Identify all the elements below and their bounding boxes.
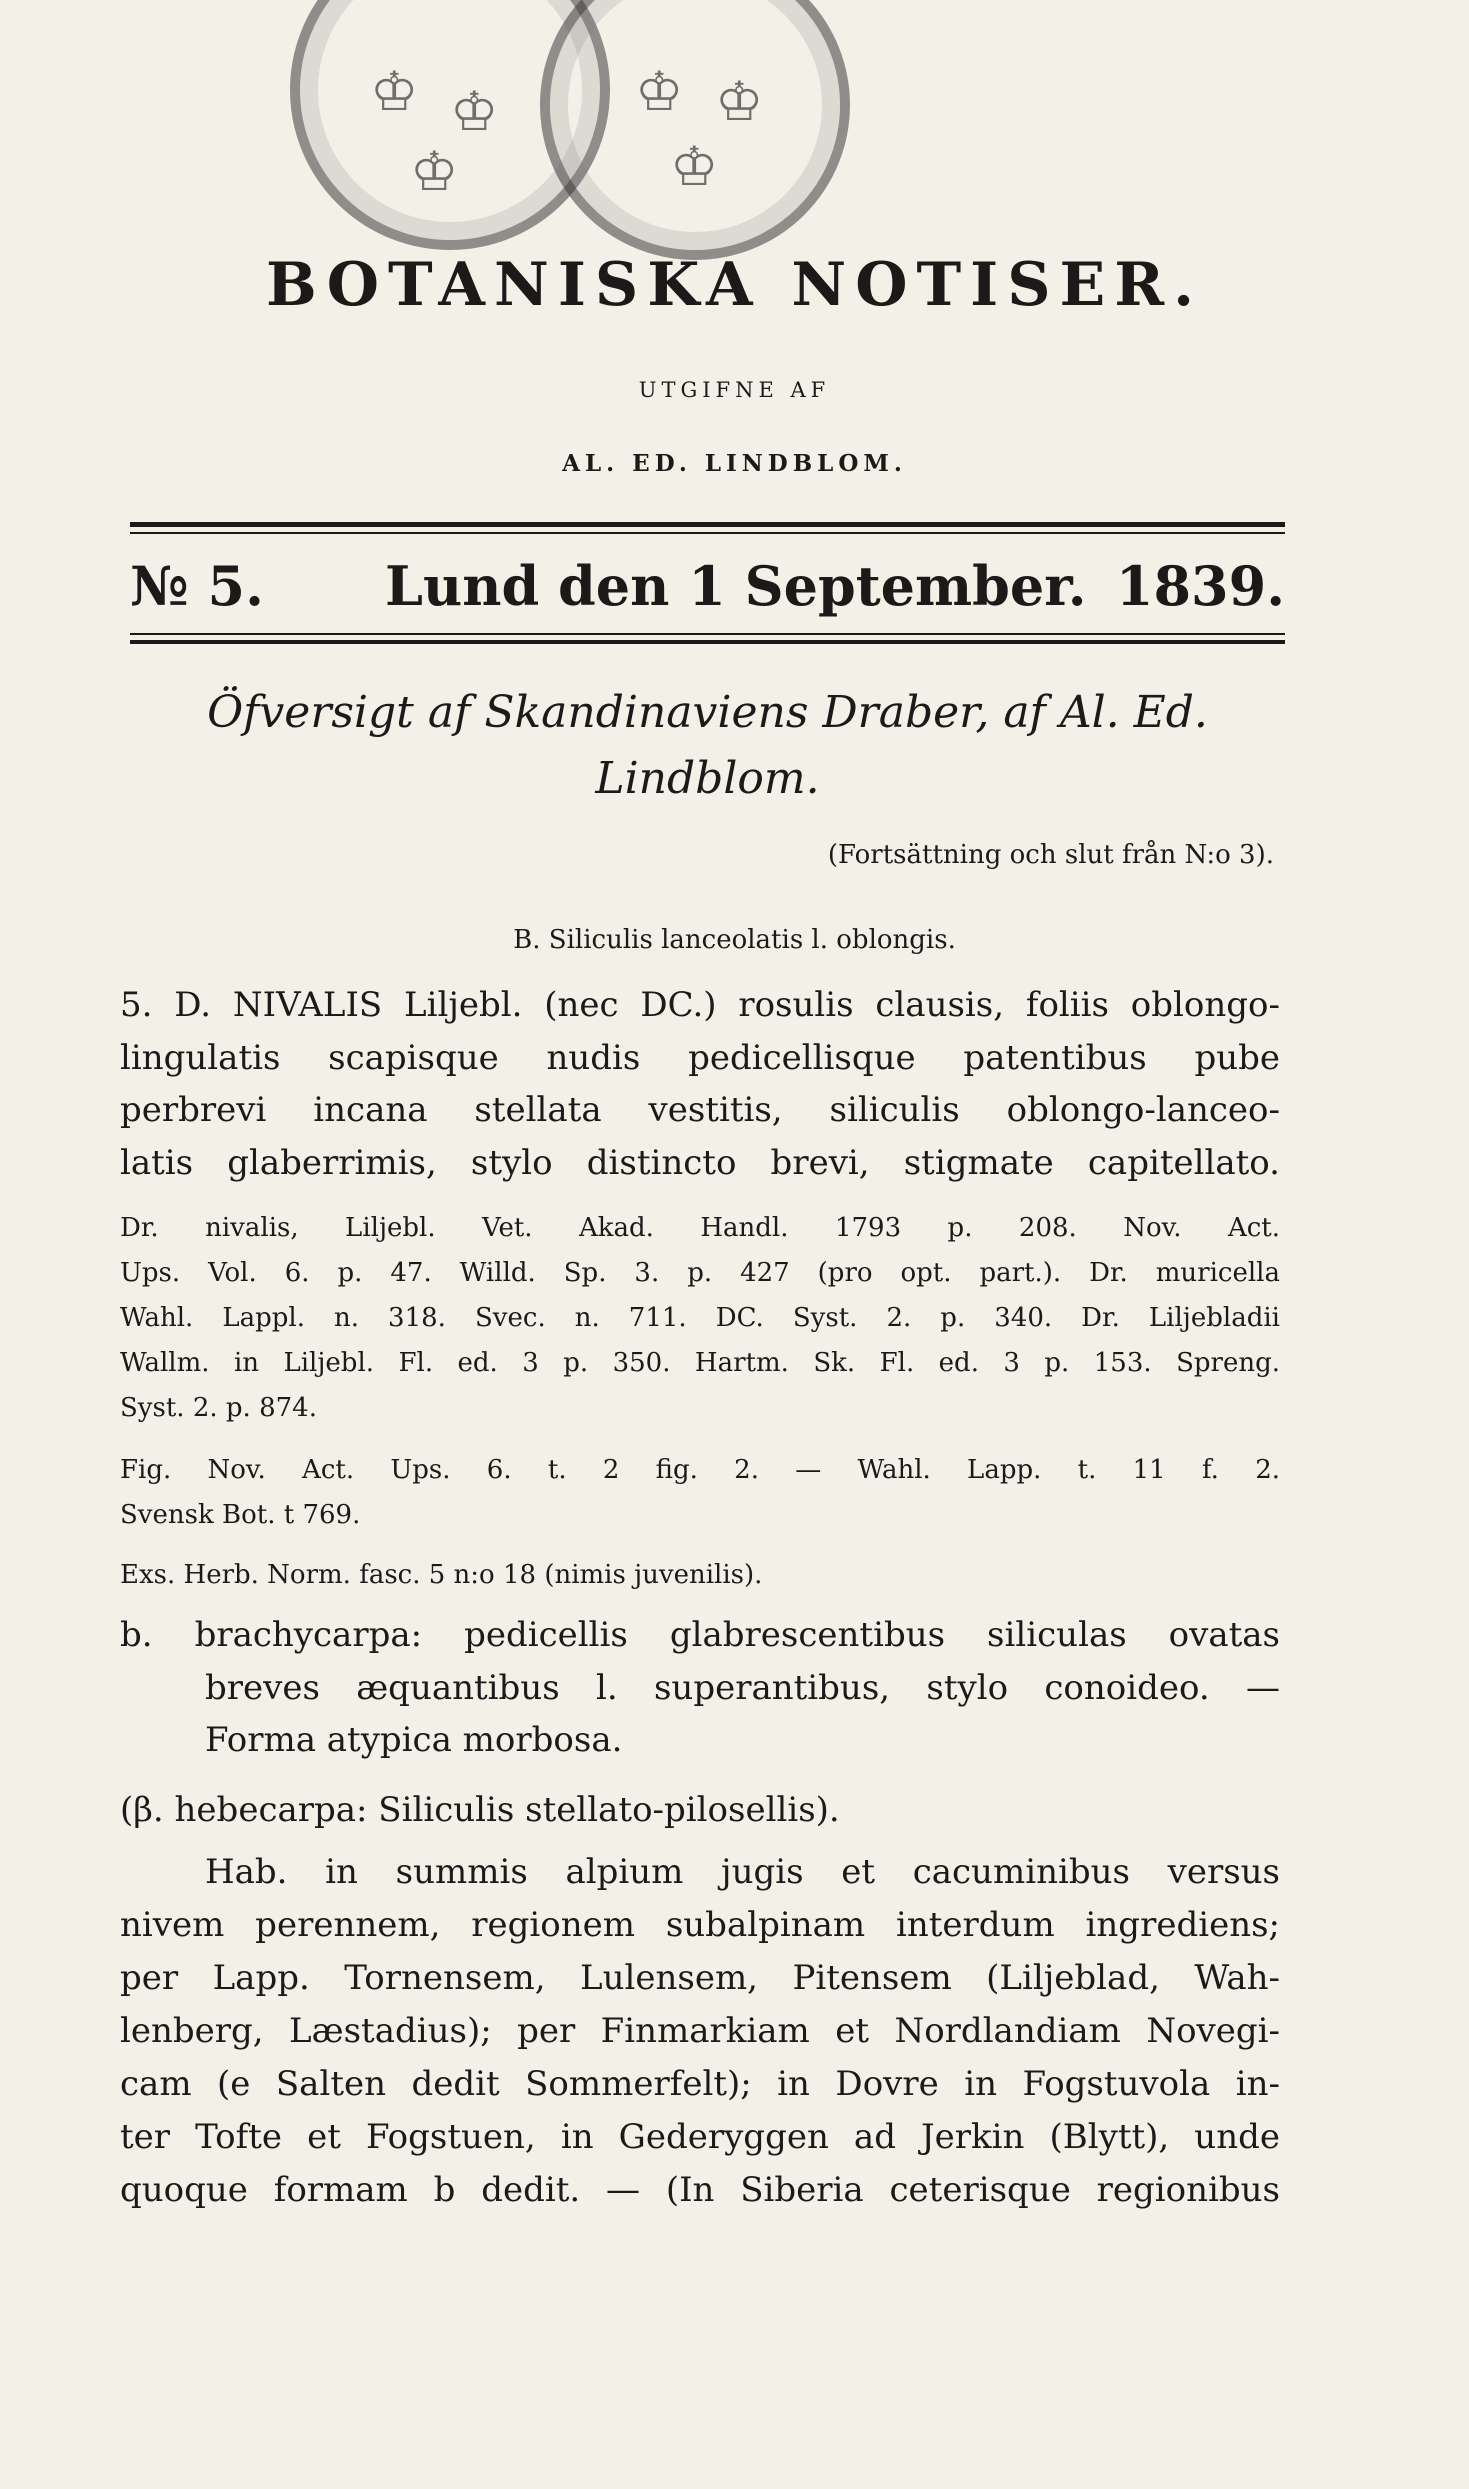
text-line: breves æquantibus l. superantibus, stylo conoideo. — bbox=[205, 1668, 1280, 1708]
stamp-right bbox=[540, 0, 850, 260]
crown-icon: ♔ bbox=[670, 135, 719, 198]
section-heading: B. Siliculis lanceolatis l. oblongis. bbox=[513, 925, 956, 955]
text-line: quoque formam b dedit. — (In Siberia ceterisque regionibus bbox=[120, 2170, 1280, 2210]
journal-title: BOTANISKA NOTISER. bbox=[265, 250, 1204, 320]
article-title-line: Lindblom. bbox=[595, 753, 820, 804]
text-line: per Lapp. Tornensem, Lulensem, Pitensem (Liljeblad, Wah- bbox=[120, 1958, 1280, 1998]
text-line: Dr. nivalis, Liljebl. Vet. Akad. Handl. 1793 p. 208. Nov. Act. bbox=[120, 1213, 1280, 1243]
divider bbox=[130, 640, 1285, 644]
editor-line-1: UTGIFNE AF bbox=[638, 378, 831, 402]
text-line: 5. D. NIVALIS Liljebl. (nec DC.) rosulis clausis, foliis oblongo- bbox=[120, 985, 1280, 1025]
text-line: Svensk Bot. t 769. bbox=[120, 1500, 361, 1530]
article-title bbox=[120, 680, 1295, 812]
text-line: (β. hebecarpa: Siliculis stellato-pilosellis). bbox=[120, 1790, 840, 1830]
text-line: nivem perennem, regionem subalpinam interdum ingrediens; bbox=[120, 1905, 1280, 1945]
crown-icon: ♔ bbox=[635, 60, 684, 123]
library-stamps bbox=[290, 0, 880, 270]
divider bbox=[130, 633, 1285, 635]
text-line: Wallm. in Liljebl. Fl. ed. 3 p. 350. Hartm. Sk. Fl. ed. 3 p. 153. Spreng. bbox=[120, 1348, 1280, 1378]
text-line: Syst. 2. p. 874. bbox=[120, 1393, 317, 1423]
text-line: cam (e Salten dedit Sommerfelt); in Dovre in Fogstuvola in- bbox=[120, 2064, 1280, 2104]
text-line: perbrevi incana stellata vestitis, siliculis oblongo-lanceo- bbox=[120, 1090, 1280, 1130]
issue-line bbox=[130, 548, 1285, 618]
text-line: Hab. in summis alpium jugis et cacuminibus versus bbox=[205, 1852, 1280, 1892]
crown-icon: ♔ bbox=[715, 70, 764, 133]
article-title-line: Öfversigt af Skandinaviens Draber, af Al. Ed. bbox=[207, 687, 1208, 738]
text-line: lenberg, Læstadius); per Finmarkiam et Nordlandiam Novegi- bbox=[120, 2011, 1280, 2051]
editor-line-2: AL. ED. LINDBLOM. bbox=[562, 450, 907, 477]
crown-icon: ♔ bbox=[450, 80, 499, 143]
text-line: Exs. Herb. Norm. fasc. 5 n:o 18 (nimis juvenilis). bbox=[120, 1560, 763, 1590]
continuation-note: (Fortsättning och slut från N:o 3). bbox=[827, 840, 1274, 870]
text-line: Ups. Vol. 6. p. 47. Willd. Sp. 3. p. 427 (pro opt. part.). Dr. muricella bbox=[120, 1258, 1280, 1288]
crown-icon: ♔ bbox=[370, 60, 419, 123]
issue-year: 1839. bbox=[1115, 554, 1285, 618]
text-line: b. brachycarpa: pedicellis glabrescentibus siliculas ovatas bbox=[120, 1615, 1280, 1655]
text-line: latis glaberrimis, stylo distincto brevi, stigmate capitellato. bbox=[120, 1143, 1280, 1183]
issue-place-date: Lund den 1 September. bbox=[385, 554, 1087, 618]
text-line: ter Tofte et Fogstuen, in Gederyggen ad Jerkin (Blytt), unde bbox=[120, 2117, 1280, 2157]
text-line: Forma atypica morbosa. bbox=[205, 1720, 623, 1760]
crown-icon: ♔ bbox=[410, 140, 459, 203]
text-line: Wahl. Lappl. n. 318. Svec. n. 711. DC. Syst. 2. p. 340. Dr. Liljebladii bbox=[120, 1303, 1280, 1333]
divider bbox=[130, 522, 1285, 527]
text-line: Fig. Nov. Act. Ups. 6. t. 2 fig. 2. — Wahl. Lapp. t. 11 f. 2. bbox=[120, 1455, 1280, 1485]
issue-number: № 5. bbox=[130, 554, 264, 618]
text-line: lingulatis scapisque nudis pedicellisque patentibus pube bbox=[120, 1038, 1280, 1078]
divider bbox=[130, 532, 1285, 534]
